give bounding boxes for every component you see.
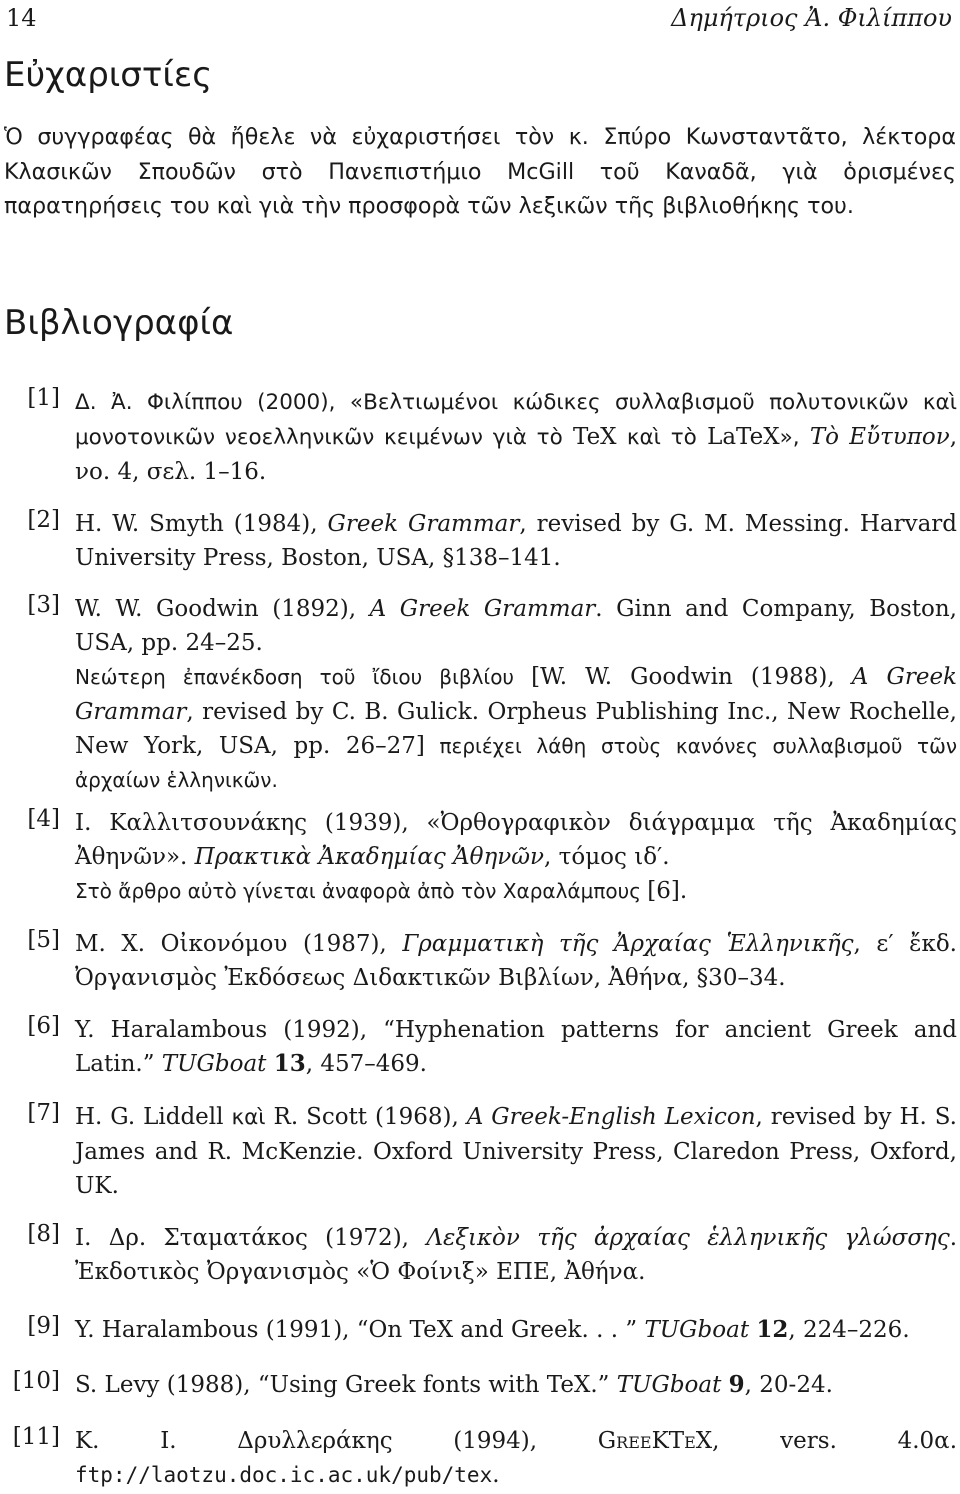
ref-text: Y. Haralambous (1991), “On [75,1317,403,1343]
reference-10 [0,1368,957,1402]
ref-journal: TUGboat [161,1051,267,1078]
ref-title: Greek Grammar [327,511,520,537]
tex-logo: TeX [546,1372,591,1398]
reference-note [75,660,957,797]
acknowledgements-title: Εὐχαριστίες [4,55,213,95]
ref-text: Δ. Ἀ. Φιλίππου (2000), «Βελτιωμένοι κώδικες συλλαβισμοῦ πολυτονικῶν καὶ μονοτονικῶν νεοελληνικῶν κειμένων γιὰ τὸ [75,390,957,451]
reference-number: [5] [27,927,60,953]
ref-text: . Ginn and Company, Boston, USA, pp. 24–25. [75,596,957,657]
reference-number: [9] [27,1313,60,1339]
reference-number: [3] [27,592,60,618]
ref-text: K. I. Δρυλλεράκης (1994), [75,1428,538,1454]
ref-text: S. Levy (1988), “Using Greek fonts with [75,1372,540,1398]
reference-1 [0,385,957,490]
ref-journal: Τὸ Εὔτυπον [809,424,950,451]
reference-number: [6] [27,1013,60,1039]
running-head: Δημήτριος Ἀ. Φιλίππου [671,4,952,32]
note-text: Στὸ ἄρθρο αὐτὸ γίνεται ἀναφορὰ ἀπὸ τὸν Χαραλάμπους [75,879,641,904]
reference-9 [0,1313,957,1347]
tex-logo: TeX [409,1317,454,1343]
reference-2 [0,507,957,575]
ref-title: Γραμματικὴ τῆς Ἀρχαίας Ἑλληνικῆς [402,931,854,957]
reference-number: [1] [27,385,60,411]
ref-volume: 12 [756,1316,789,1343]
acknowledgements-text: Ὁ συγγραφέας θὰ ἤθελε νὰ εὐχαριστήσει τὸν κ. Σπύρο Κωνσταντᾶτο, λέκτορα Κλασικῶν Σπουδῶν στὸ Πανεπιστήμιο McGill τοῦ Καναδᾶ, γιὰ ὁρισμένες παρατηρήσεις του καὶ γιὰ τὴν προσφορὰ τῶν λεξικῶν τῆς βιβλιοθήκης του. [4,124,956,219]
tex-logo: TeX [573,424,617,451]
ref-text: H. W. Smyth (1984), [75,511,318,537]
ref-text: , revised by G. M. Messing. Harvard University Press, Boston, USA, §138–141. [75,511,958,572]
ref-text: καὶ τὸ [626,425,697,451]
ref-text: I. Καλλιτσουνάκης (1939), «Ὀρθογραφικὸν διάγραμμα τῆς Ἀκαδημίας Ἀθηνῶν». [75,810,957,871]
ref-text: W. W. Goodwin (1892), [75,596,357,622]
ref-text: καὶ [231,1105,266,1130]
ref-title: Πρακτικὰ Ἀκαδημίας Ἀθηνῶν [194,844,545,871]
note-text: [6]. [647,878,688,905]
bibliography-title: Βιβλιογραφία [4,303,234,343]
ref-text: R. Scott (1968), [273,1104,459,1130]
reference-5 [0,927,957,995]
reference-4 [0,806,957,909]
ref-title: A Greek Grammar [369,596,596,622]
ftp-link[interactable]: ftp://laotzu.doc.ic.ac.uk/pub/tex [75,1463,493,1488]
note-title: A Greek Grammar [75,664,957,725]
page-header [6,0,952,36]
ref-text: , 457–469. [305,1051,427,1078]
ref-text: and Greek. . . ” [460,1317,638,1343]
ref-text: I. Δρ. Σταματάκος (1972), [75,1225,409,1251]
reference-number: [11] [12,1424,60,1450]
ref-text: », [779,425,800,451]
reference-6 [0,1013,957,1081]
ref-text: Y. Haralambous (1992), “Hyphenation patterns for ancient Greek and Latin.” [75,1017,957,1078]
ref-volume: 13 [273,1050,306,1078]
latex-logo: LaTeX [707,424,780,451]
reference-3 [0,592,957,797]
reference-number: [7] [27,1100,60,1126]
ref-text: H. G. Liddell [75,1104,224,1130]
ref-text: , τόμος ιδ′. [544,844,670,871]
note-text: [W. W. Goodwin (1988), [531,664,835,691]
ref-text: , 20-24. [744,1372,833,1398]
note-text: Νεώτερη ἐπανέκδοση τοῦ ἴδιου βιβλίου [75,665,515,690]
reference-note [75,874,957,908]
note-text: περιέχει λάθη στοὺς κανόνες συλλαβισμοῦ τῶν ἀρχαίων ἑλληνικῶν. [75,733,957,793]
reference-number: [8] [27,1221,60,1247]
ref-journal: TUGboat [616,1372,722,1398]
reference-number: [10] [12,1368,60,1394]
page-number: 14 [6,4,37,32]
ref-text: , revised by H. S. James and R. McKenzie. Oxford University Press, Claredon Press, Oxford, UK. [75,1104,957,1200]
reference-11 [0,1424,957,1492]
note-text: , revised by C. B. Gulick. Orpheus Publishing Inc., New Rochelle, New York, USA, pp. 26–27] [75,698,957,759]
reference-number: [2] [27,507,60,533]
ref-text: , 224–226. [788,1317,910,1343]
ref-title: A Greek-English Lexicon [466,1104,756,1130]
ref-text: . [492,1462,500,1489]
reference-7 [0,1100,957,1204]
reference-number: [4] [27,806,60,832]
ref-title: Λεξικὸν τῆς ἀρχαίας ἑλληνικῆς γλώσσης [426,1225,950,1251]
ref-volume: 9 [728,1371,745,1398]
ref-text: , νο. 4, σελ. 1–16. [75,424,958,486]
ref-text: M. X. Οἰκονόμου (1987), [75,931,387,957]
ref-text: , vers. 4.0α. [712,1428,958,1454]
software-name: GreeKTeX [597,1428,713,1454]
ref-text: .” [590,1372,610,1398]
ref-journal: TUGboat [644,1317,750,1343]
reference-8 [0,1221,957,1289]
ref-text: . Ἐκδοτικὸς Ὀργανισμὸς «Ὁ Φοίνιξ» ΕΠΕ, Ἀθήνα. [75,1225,958,1286]
ref-text: , ε′ ἔκδ. Ὀργανισμὸς Ἐκδόσεως Διδακτικῶν Βιβλίων, Ἀθήνα, §30–34. [75,931,957,992]
